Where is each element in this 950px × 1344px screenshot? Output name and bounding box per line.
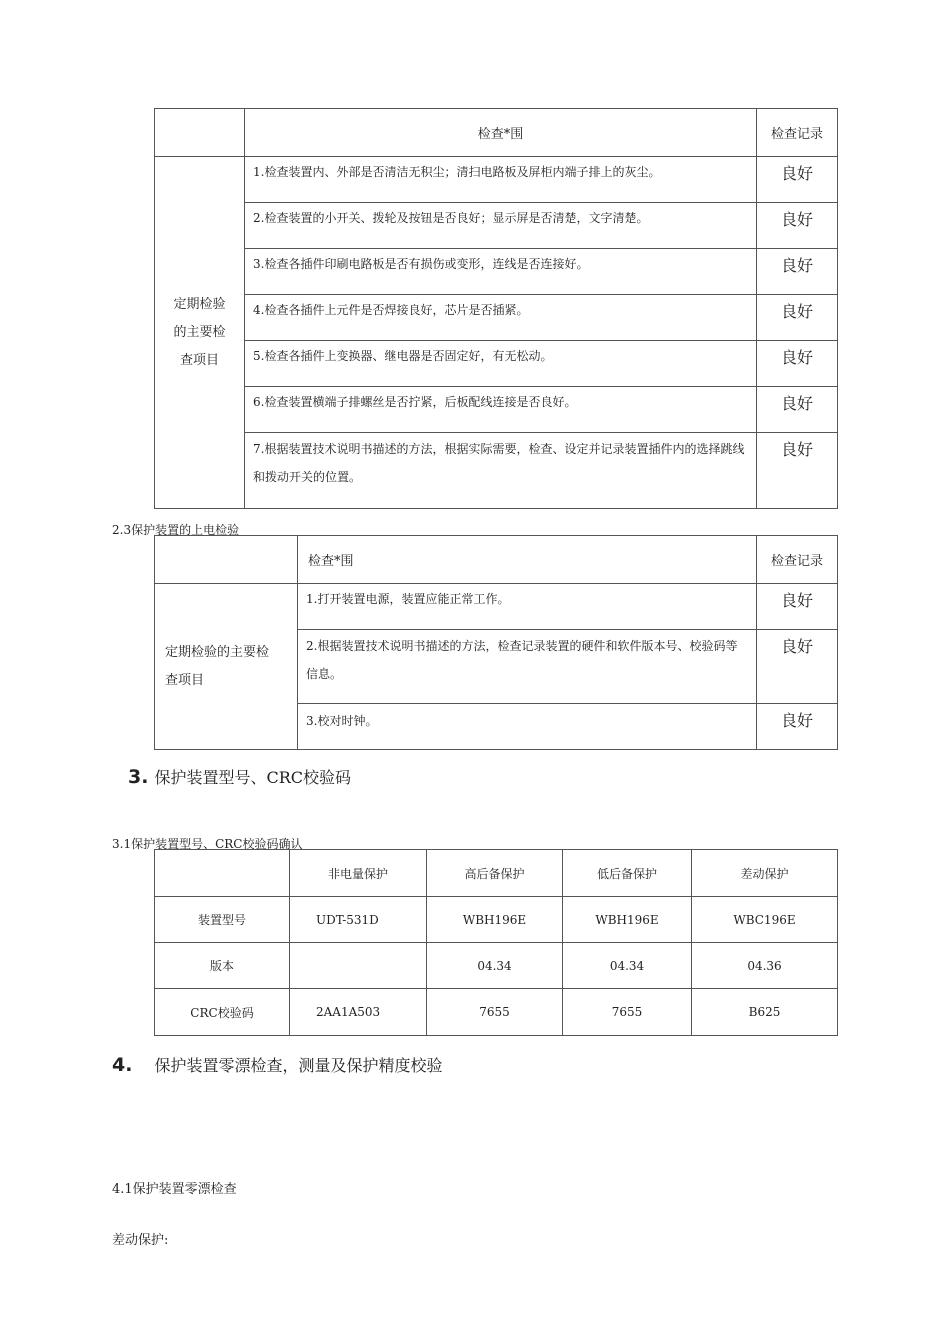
table3-cell: 04.36 [692, 943, 838, 989]
table1-item: 3.检查各插件印刷电路板是否有损伤或变形，连线是否连接好。 [245, 249, 757, 295]
inspection-table-regular [154, 108, 838, 509]
heading-4 [112, 1053, 442, 1076]
table3-cell: WBH196E [563, 897, 692, 943]
table2-header-record: 检查记录 [757, 536, 838, 584]
section-3-1-caption: 3.1保护装置型号、CRC校验码确认 [112, 837, 303, 851]
table1-item: 2.检查装置的小开关、拨轮及按钮是否良好；显示屏是否清楚，文字清楚。 [245, 203, 757, 249]
table3-cell: WBC196E [692, 897, 838, 943]
heading-3-number: 3. [128, 766, 149, 788]
table2-header-range: 检查*围 [298, 536, 757, 584]
inspection-table-power-on [154, 535, 838, 750]
section-4-1-caption: 4.1保护装置零漂检查 [112, 1182, 237, 1197]
differential-protection-label: 差动保护: [112, 1233, 169, 1248]
table3-cell: 04.34 [427, 943, 563, 989]
table1-header-range: 检查*围 [245, 109, 757, 157]
heading-4-text: 保护装置零漂检查，测量及保护精度校验 [154, 1056, 443, 1075]
table3-cell: UDT-531D [290, 897, 427, 943]
table-row [155, 897, 838, 943]
table2-item: 2.根据装置技术说明书描述的方法，检查记录装置的硬件和软件版本号、校验码等信息。 [298, 630, 757, 704]
table3-cell: 装置型号 [155, 897, 290, 943]
table2-record: 良好 [757, 630, 838, 704]
table2-item: 3.校对时钟。 [298, 704, 757, 750]
table1-record: 良好 [757, 433, 838, 509]
table2-record: 良好 [757, 584, 838, 630]
table3-header-cell: 低后备保护 [563, 850, 692, 897]
table1-category-line: 查项目 [179, 352, 219, 368]
table3-cell: 7655 [563, 989, 692, 1036]
table1-record: 良好 [757, 203, 838, 249]
table1-record: 良好 [757, 295, 838, 341]
device-model-table [154, 849, 838, 1036]
table1-category-line: 的主要检 [173, 324, 226, 340]
table-row [155, 989, 838, 1036]
table3-cell: B625 [692, 989, 838, 1036]
table3-header-cell: 非电量保护 [290, 850, 427, 897]
table1-category [155, 157, 245, 509]
table2-category [155, 584, 298, 750]
table1-record: 良好 [757, 387, 838, 433]
table1-item: 5.检查各插件上变换器、继电器是否固定好，有无松动。 [245, 341, 757, 387]
table3-cell: WBH196E [427, 897, 563, 943]
table3-cell: 04.34 [563, 943, 692, 989]
table1-item: 7.根据装置技术说明书描述的方法，根据实际需要，检查、设定并记录装置插件内的选择跳线和拨动开关的位置。 [245, 433, 757, 509]
table2-item: 1.打开装置电源，装置应能正常工作。 [298, 584, 757, 630]
table1-record: 良好 [757, 249, 838, 295]
table2-category-line: 查项目 [165, 672, 205, 688]
table2-corner-cell [155, 536, 298, 584]
table1-record: 良好 [757, 341, 838, 387]
table3-cell: 7655 [427, 989, 563, 1036]
table2-category-line: 定期检验的主要检 [165, 644, 270, 660]
heading-3 [128, 765, 351, 788]
heading-4-number: 4. [112, 1054, 133, 1076]
table3-cell: 版本 [155, 943, 290, 989]
table1-record: 良好 [757, 157, 838, 203]
table1-category-line: 定期检验 [173, 296, 226, 312]
table3-header-cell: 差动保护 [692, 850, 838, 897]
table3-header-cell: 高后备保护 [427, 850, 563, 897]
table-row [155, 943, 838, 989]
table1-corner-cell [155, 109, 245, 157]
table2-record: 良好 [757, 704, 838, 750]
table3-cell: CRC校验码 [155, 989, 290, 1036]
section-2-3-caption: 2.3保护装置的上电检验 [112, 523, 240, 537]
table1-item: 6.检查装置横端子排螺丝是否拧紧，后板配线连接是否良好。 [245, 387, 757, 433]
table3-cell [290, 943, 427, 989]
table3-header-cell [155, 850, 290, 897]
table1-item: 1.检查装置内、外部是否清洁无积尘；清扫电路板及屏柜内端子排上的灰尘。 [245, 157, 757, 203]
table1-item: 4.检查各插件上元件是否焊接良好，芯片是否插紧。 [245, 295, 757, 341]
table1-header-record: 检查记录 [757, 109, 838, 157]
heading-3-text: 保护装置型号、CRC校验码 [154, 768, 351, 787]
table3-cell: 2AA1A503 [290, 989, 427, 1036]
